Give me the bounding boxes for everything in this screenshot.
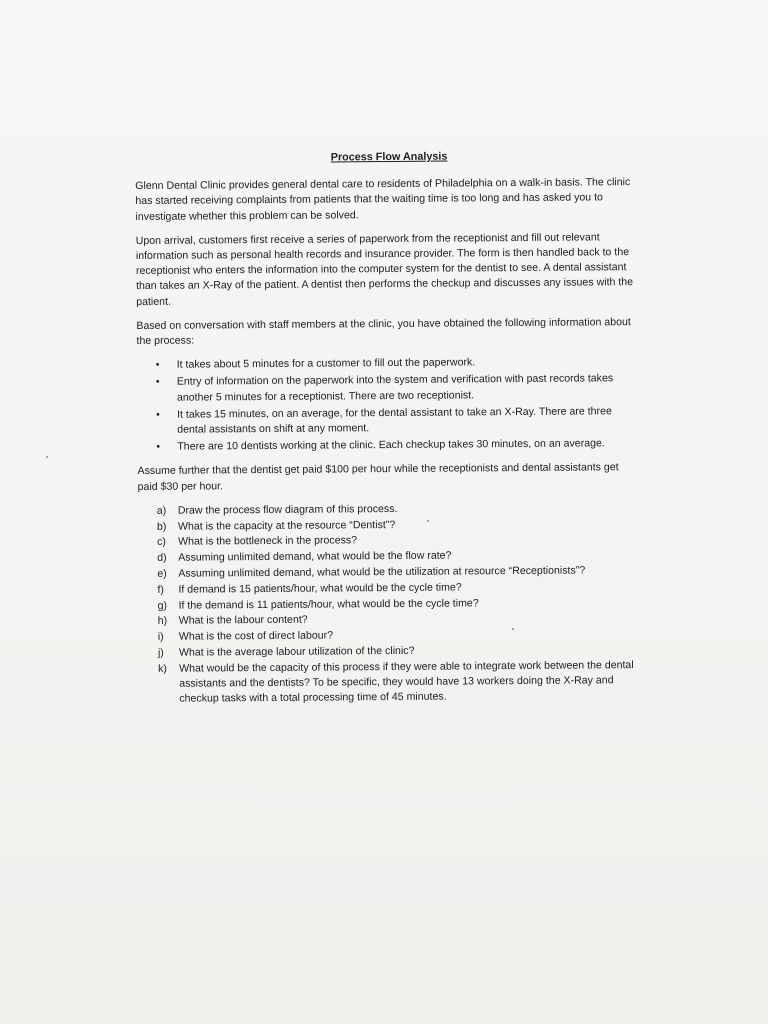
question-text: If the demand is 11 patients/hour, what would be the cycle time? — [178, 596, 479, 612]
question-text: What is the labour content? — [178, 614, 308, 628]
question-letter: i) — [157, 631, 164, 644]
bullet-text: There are 10 dentists working at the clinic. Each checkup takes 30 minutes, on an average. — [177, 437, 605, 453]
question-letter: j) — [157, 646, 164, 659]
process-paragraph: Upon arrival, customers first receive a series of paperwork from the receptionist and fill out relevant information such as personal health records and insurance provider. The form is then handled back to the receptionist who enters the information into the computer system for the dentist to see. A dental assistant than takes an X-Ray of the patient. A dentist then performs the checkup and discusses any issues with the patient. — [135, 231, 634, 308]
bullet-text: It takes 15 minutes, on an average, for the dental assistant to take an X-Ray. There are three dental assistants on shift at any moment. — [177, 405, 612, 436]
list-item — [137, 354, 637, 373]
question-text: If demand is 15 patients/hour, what would be the cycle time? — [178, 581, 462, 596]
question-text: What is the average labour utilization of the clinic? — [178, 644, 415, 659]
question-letter: e) — [157, 567, 167, 580]
document-title: Process Flow Analysis — [330, 150, 448, 164]
question-letter: a) — [156, 504, 167, 517]
questions-list — [138, 500, 640, 707]
bullet-marker: • — [156, 408, 160, 421]
question-text: What is the capacity at the resource “Dentist”? — [177, 518, 396, 533]
paper-speck — [46, 456, 48, 458]
info-paragraph: Based on conversation with staff members at the clinic, you have obtained the following information about the process: — [136, 315, 631, 348]
question-text: What would be the capacity of this process if they were able to integrate work between the dental assistants and the dentists? To be specific, they would have 13 workers doing the X-Ray and checkup tasks with a total processing time of 45 minutes. — [179, 658, 634, 705]
question-item — [139, 658, 639, 708]
bullet-marker: • — [156, 441, 161, 454]
document-body — [135, 148, 639, 708]
intro-paragraph: Glenn Dental Clinic provides general dental care to residents of Philadelphia on a walk-in basis. The clinic has started receiving complaints from patients that the waiting time is too long and has asked you to investigate whether this problem can be solved. — [135, 176, 631, 223]
question-letter: g) — [157, 599, 168, 612]
question-letter: d) — [157, 552, 167, 565]
bullet-marker: • — [155, 359, 160, 372]
question-text: Assuming unlimited demand, what would be the flow rate? — [178, 549, 452, 564]
question-text: What is the cost of direct labour? — [178, 629, 334, 643]
question-text: Draw the process flow diagram of this process. — [177, 502, 398, 517]
question-letter: f) — [157, 583, 164, 596]
question-text: Assuming unlimited demand, what would be the utilization at resource “Receptionists”? — [178, 564, 586, 580]
list-item — [137, 436, 637, 455]
process-facts-list — [137, 354, 638, 455]
list-item — [137, 404, 637, 438]
question-letter: k) — [158, 662, 167, 675]
bullet-marker: • — [155, 376, 160, 389]
bullet-text: Entry of information on the paperwork into the system and verification with past records takes another 5 minutes for a receptionist. There are two receptionist. — [176, 372, 614, 404]
list-item — [137, 372, 637, 406]
question-letter: b) — [156, 520, 167, 533]
question-letter: c) — [157, 536, 166, 549]
assumption-paragraph: Assume further that the dentist get paid $100 per hour while the receptionists and dental assistants get paid $30 per hour. — [137, 461, 619, 493]
question-text: What is the bottleneck in the process? — [178, 534, 358, 549]
bullet-text: It takes about 5 minutes for a customer to fill out the paperwork. — [176, 356, 476, 371]
question-letter: h) — [157, 615, 168, 628]
